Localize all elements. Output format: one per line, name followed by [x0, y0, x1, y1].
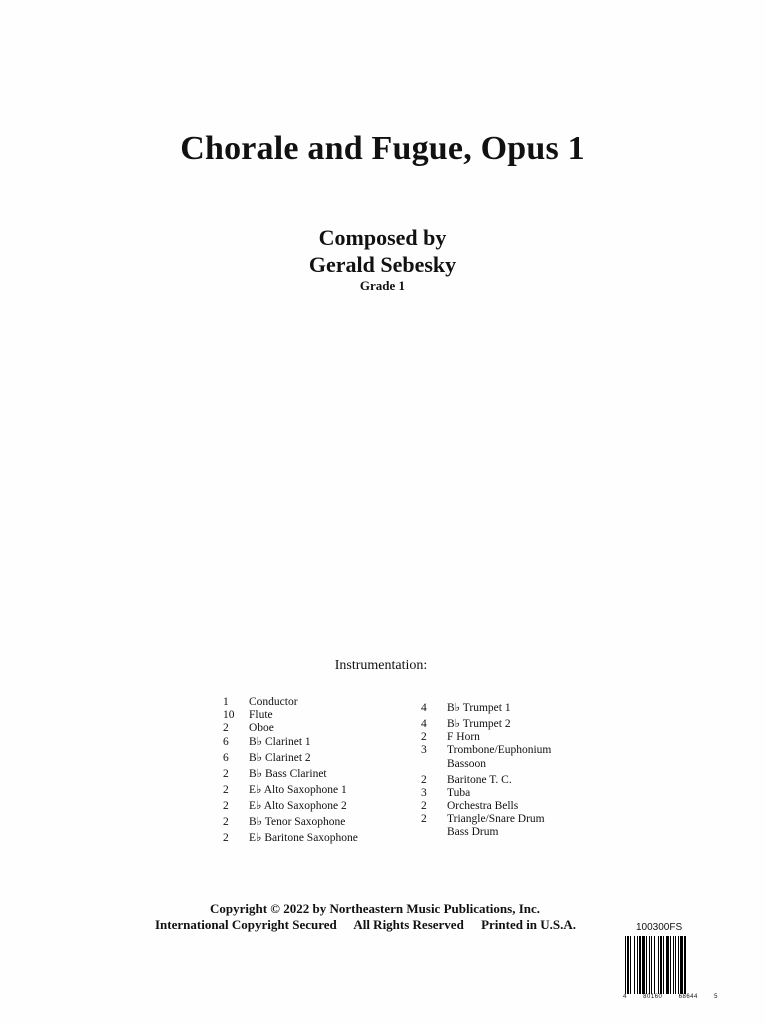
copyright-notice: Copyright © 2022 by Northeastern Music Publications, Inc. — [209, 901, 541, 916]
instrument-name: Trombone/Euphonium — [447, 744, 552, 757]
barcode-digit-group: 4 — [623, 994, 627, 1000]
instrument-name: E♭ Alto Saxophone 1 — [249, 783, 347, 796]
instrument-name: B♭ Trumpet 1 — [447, 702, 511, 714]
instrument-name: B♭ Clarinet 1 — [249, 735, 311, 748]
instrument-qty: 6 — [223, 735, 229, 748]
instrument-name: E♭ Alto Saxophone 2 — [249, 799, 347, 812]
instrument-name: Bass Drum — [447, 826, 499, 839]
barcode-digit-group: 80160 — [643, 994, 663, 1000]
composer-name: Gerald Sebesky — [308, 252, 457, 277]
instrument-qty: 3 — [421, 744, 427, 757]
instrument-qty: 2 — [421, 813, 427, 826]
barcode-digit-group: 68644 — [678, 994, 698, 1000]
instrument-name: Bassoon — [447, 757, 486, 770]
barcode-digit-group: 5 — [714, 994, 718, 1000]
instrument-qty: 4 — [421, 718, 427, 730]
instrument-name: Tuba — [447, 786, 471, 799]
rights-reserved: All Rights Reserved — [353, 917, 464, 932]
instrument-qty: 2 — [223, 831, 229, 844]
rights-printed: Printed in U.S.A. — [481, 917, 577, 932]
instrument-name: B♭ Bass Clarinet — [249, 767, 327, 780]
instrument-name: B♭ Tenor Saxophone — [249, 815, 346, 828]
instrument-qty: 2 — [421, 799, 427, 812]
grade-level: Grade 1 — [359, 278, 406, 293]
instrument-qty: 10 — [223, 709, 235, 722]
instrument-qty: 2 — [223, 799, 229, 812]
catalog-number: 100300FS — [636, 922, 683, 933]
instrument-name: B♭ Trumpet 2 — [447, 718, 511, 730]
barcode-image — [623, 936, 715, 996]
instrument-qty: 2 — [223, 783, 229, 796]
instrumentation-heading: Instrumentation: — [334, 658, 428, 673]
instrument-qty: 3 — [421, 786, 427, 799]
rights-international: International Copyright Secured — [155, 917, 337, 932]
instrument-name: F Horn — [447, 731, 480, 744]
instrument-qty: 2 — [223, 722, 229, 735]
instrument-qty: 6 — [223, 751, 229, 764]
instrument-qty: 2 — [421, 731, 427, 744]
barcode-digits — [623, 994, 718, 1000]
instrument-name: Flute — [249, 709, 273, 722]
instrument-name: Oboe — [249, 722, 274, 735]
instrument-name: Orchestra Bells — [447, 799, 519, 812]
composed-by-label: Composed by — [318, 225, 447, 250]
score-title: Chorale and Fugue, Opus 1 — [180, 130, 585, 167]
instrument-name: Triangle/Snare Drum — [447, 813, 545, 826]
instrument-qty: 1 — [223, 696, 229, 708]
instrument-qty: 4 — [421, 702, 427, 714]
instrument-name: Baritone T. C. — [447, 773, 512, 786]
instrument-name: E♭ Baritone Saxophone — [249, 831, 358, 844]
instrument-qty: 2 — [223, 767, 229, 780]
instrument-qty: 2 — [421, 773, 427, 786]
instrument-name: Conductor — [249, 696, 298, 708]
instrument-qty: 2 — [223, 815, 229, 828]
instrument-name: B♭ Clarinet 2 — [249, 751, 311, 764]
rights-notice — [155, 917, 615, 933]
